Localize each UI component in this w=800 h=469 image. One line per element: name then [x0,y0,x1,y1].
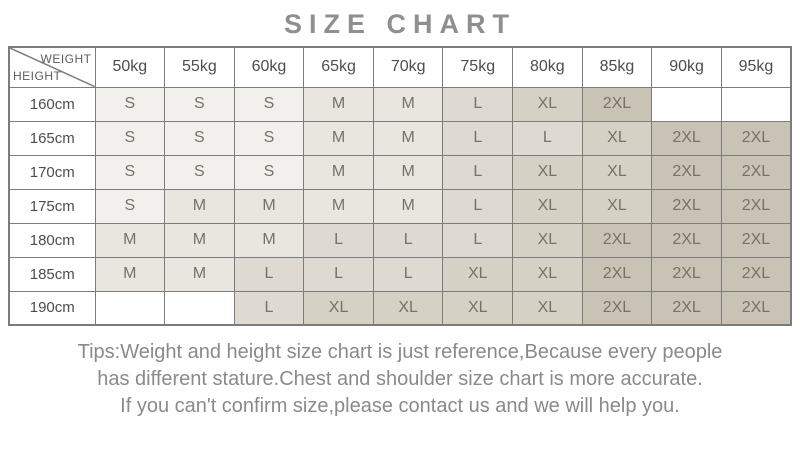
weight-header: 90kg [652,47,722,87]
height-label: 175cm [9,189,95,223]
size-cell: 2XL [721,257,791,291]
size-cell: 2XL [582,257,652,291]
size-cell: XL [513,223,583,257]
size-cell: M [373,87,443,121]
size-cell: XL [443,291,513,325]
table-row [9,257,791,291]
corner-height-label: HEIGHT [13,68,62,83]
height-label: 160cm [9,87,95,121]
size-chart-table [8,46,792,326]
height-label: 165cm [9,121,95,155]
size-cell: L [373,223,443,257]
weight-header: 65kg [304,47,374,87]
table-row [9,223,791,257]
size-cell: M [304,189,374,223]
size-cell: XL [582,155,652,189]
size-cell: M [95,223,165,257]
size-cell: 2XL [721,291,791,325]
size-cell: XL [513,189,583,223]
tips-line-2: has different stature.Chest and shoulder size chart is more accurate. [97,368,703,390]
page-title: SIZE CHART [284,9,516,39]
size-cell: 2XL [652,155,722,189]
height-label: 185cm [9,257,95,291]
size-cell: XL [443,257,513,291]
size-cell: XL [513,291,583,325]
table-row [9,155,791,189]
corner-weight-label: WEIGHT [40,52,92,66]
weight-header: 95kg [721,47,791,87]
table-row [9,189,791,223]
size-cell: L [234,291,304,325]
weight-header: 50kg [95,47,165,87]
weight-header: 60kg [234,47,304,87]
size-cell: S [95,189,165,223]
size-cell: M [304,155,374,189]
size-cell: M [234,189,304,223]
size-cell: 2XL [721,155,791,189]
size-cell: L [304,223,374,257]
size-cell: L [373,257,443,291]
size-cell: XL [373,291,443,325]
size-cell: M [304,87,374,121]
size-cell: 2XL [652,189,722,223]
table-row [9,291,791,325]
header-row [9,47,791,87]
size-cell: XL [513,257,583,291]
size-cell: 2XL [582,291,652,325]
size-cell: XL [582,121,652,155]
size-cell: M [373,155,443,189]
size-cell: S [165,155,235,189]
size-cell: S [234,87,304,121]
size-cell: 2XL [652,223,722,257]
size-cell: 2XL [652,257,722,291]
size-cell: M [373,189,443,223]
weight-header: 70kg [373,47,443,87]
size-cell [165,291,235,325]
size-cell: S [95,121,165,155]
size-cell: 2XL [652,291,722,325]
height-label: 180cm [9,223,95,257]
size-cell: M [234,223,304,257]
size-cell: 2XL [582,87,652,121]
tips-line-1: Tips:Weight and height size chart is just reference,Because every people [77,341,723,363]
size-cell: M [165,223,235,257]
height-label: 190cm [9,291,95,325]
tips-text [0,339,800,420]
size-cell: M [165,257,235,291]
size-cell: S [234,155,304,189]
size-cell: L [443,189,513,223]
size-cell: M [95,257,165,291]
size-cell: M [165,189,235,223]
size-cell: M [373,121,443,155]
table-row [9,121,791,155]
height-label: 170cm [9,155,95,189]
size-cell: L [304,257,374,291]
corner-cell [9,47,95,87]
size-cell: XL [582,189,652,223]
weight-header: 80kg [513,47,583,87]
size-cell: L [443,121,513,155]
size-cell: S [165,87,235,121]
size-cell [95,291,165,325]
size-cell [652,87,722,121]
size-cell: S [95,155,165,189]
size-cell: L [234,257,304,291]
size-cell [721,87,791,121]
tips-line-3: If you can't confirm size,please contact us and we will help you. [120,395,680,417]
size-cell: L [443,223,513,257]
size-cell: XL [513,87,583,121]
size-cell: 2XL [721,189,791,223]
size-cell: 2XL [582,223,652,257]
size-cell: XL [304,291,374,325]
size-cell: M [304,121,374,155]
size-cell: S [234,121,304,155]
weight-header: 75kg [443,47,513,87]
weight-header: 55kg [165,47,235,87]
size-cell: 2XL [721,121,791,155]
size-cell: XL [513,155,583,189]
size-cell: L [513,121,583,155]
table-row [9,87,791,121]
size-cell: S [95,87,165,121]
size-cell: L [443,155,513,189]
table-body [9,87,791,325]
size-cell: L [443,87,513,121]
size-cell: 2XL [721,223,791,257]
weight-header: 85kg [582,47,652,87]
size-cell: 2XL [652,121,722,155]
size-cell: S [165,121,235,155]
